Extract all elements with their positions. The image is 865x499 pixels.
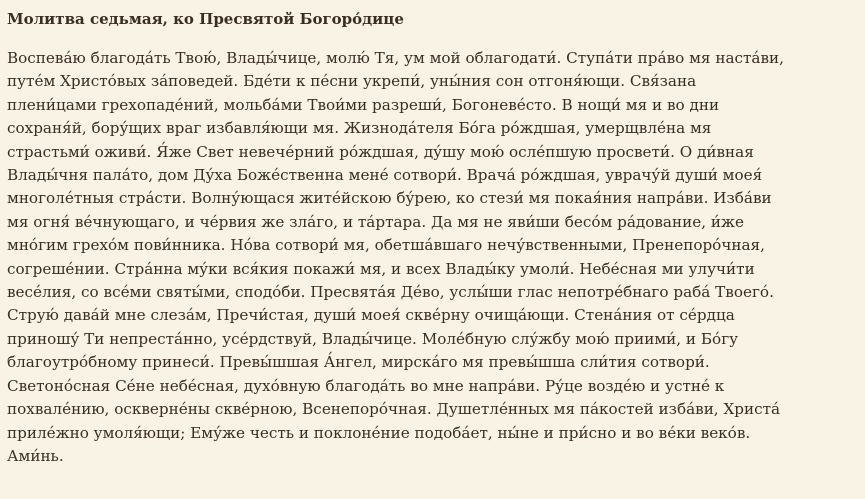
prayer-line: приле́жно умоля́ющи; Ему́же честь и поклоне́ние подоба́ет, ны́не и при́сно и во ве́ки веко́в.: [7, 423, 751, 442]
prayer-line: согреше́нии. Стра́нна му́ки вся́кия покажи́ мя, и всех Влады́ку умоли́. Небе́сная ми улучи́ти: [7, 259, 755, 278]
prayer-line: многоле́тныя стра́сти. Волну́ющася жите́йскою бу́рею, ко стези́ мя покая́ния напра́ви. Изба́ви: [7, 189, 772, 208]
prayer-line: путе́м Христо́вых за́поведей. Бде́ти к пе́сни укрепи́, уны́ния сон отгоня́ющи. Свя́зана: [7, 72, 697, 91]
prayer-line: похвале́нию, оскверне́ны скве́рною, Всенепоро́чная. Душетле́нных мя па́костей изба́ви, Христа́: [7, 400, 781, 419]
prayer-line: благоутро́бному принеси́. Превы́шшая А́нгел, мирска́го мя превы́шша сли́тия сотвори́.: [7, 353, 710, 372]
prayer-line: страстьми́ оживи́. Я́же Свет невече́рний ро́ждшая, ду́шу мою́ осле́пшую просвети́. О ди́вная: [7, 142, 754, 161]
prayer-line: мно́гим грехо́м пови́нника. Но́ва сотвори́ мя, обетша́вшаго нечу́вственными, Пренепоро́чная,: [7, 236, 765, 255]
prayer-line: Влады́чня пала́то, дом Ду́ха Боже́ственна мене́ сотвори́. Врача́ ро́ждшая, уврачу́й души́ моея́: [7, 166, 763, 185]
prayer-line: Ами́нь.: [7, 446, 64, 465]
prayer-line: мя огня́ ве́чнующаго, и че́рвия же зла́го, и та́ртара. Да мя не яви́ши бесо́м ра́дование, и́же: [7, 212, 744, 231]
prayer-text: [7, 30, 859, 468]
prayer-line: Воспева́ю благода́ть Твою́, Влады́чице, молю́ Тя, ум мой облагодати́. Ступа́ти пра́во мя наста́ви,: [7, 49, 784, 67]
prayer-title: Молитва седьмая, ко Пресвятой Богоро́дице: [7, 10, 404, 28]
prayer-line: сохраня́й, бору́щих враг избавля́ющи мя. Жизнода́теля Бо́га ро́ждшая, умерщвле́на мя: [7, 119, 712, 138]
prayer-line: Струю́ дава́й мне слеза́м, Пречи́стая, души́ моея́ скве́рну очища́ющи. Стена́ния от се́рдца: [7, 306, 735, 325]
prayer-line: приношу́ Ти непреста́нно, усе́рдствуй, Влады́чице. Моле́бную слу́жбу мою́ приими́, и Бо́гу: [7, 329, 739, 348]
prayer-line: Светоно́сная Се́не небе́сная, духо́вную благода́ть во мне напра́ви. Ру́це возде́ю и устне́ к: [7, 376, 725, 395]
prayer-line: весе́лия, со все́ми святы́ми, сподо́би. Пресвята́я Де́во, услы́ши глас непотре́бнаго раба́ Твоего́.: [7, 283, 774, 302]
prayer-line: плени́цами грехопаде́ний, мольба́ми Твои́ми разреши́, Богоневе́сто. В нощи́ мя и во дни: [7, 95, 720, 114]
